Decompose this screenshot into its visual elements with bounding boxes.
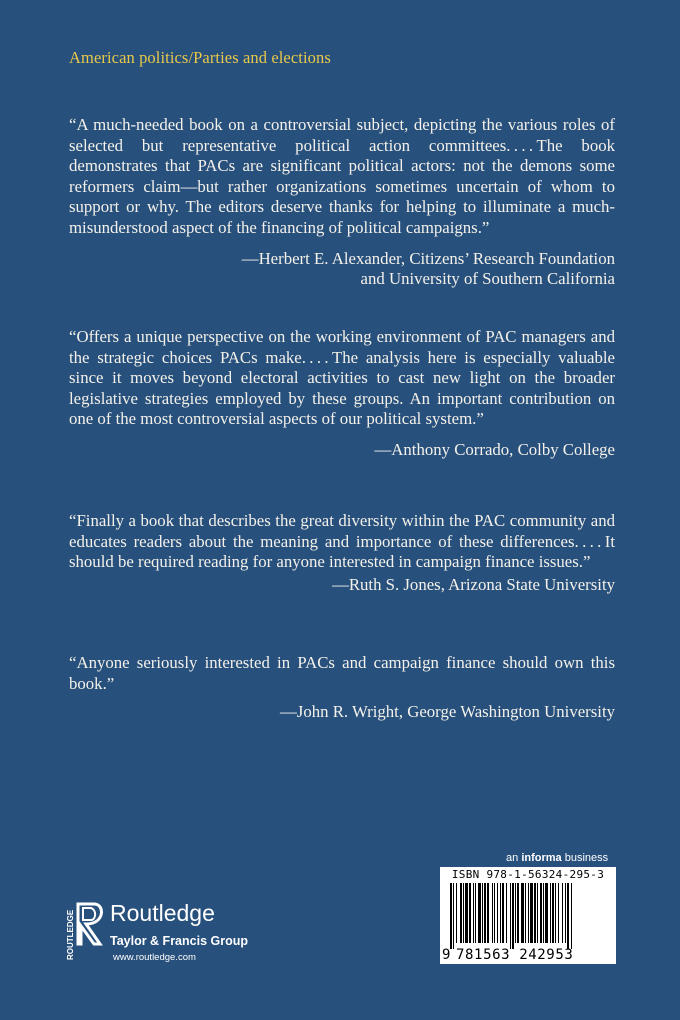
- isbn-barcode: [440, 867, 616, 964]
- barcode-bar: [456, 883, 457, 943]
- informa-suffix: business: [564, 852, 609, 864]
- informa-prefix: an: [506, 852, 519, 864]
- barcode-bar: [571, 883, 572, 949]
- blurb-attribution: —John R. Wright, George Washington University: [280, 702, 615, 722]
- informa-business-line: [506, 852, 608, 864]
- barcode-bar: [492, 883, 493, 943]
- blurb-corrado: [69, 327, 615, 461]
- blurb-quote: “Anyone seriously interested in PACs and campaign finance should own this book.”: [69, 653, 615, 693]
- barcode-bar: [525, 883, 526, 943]
- routledge-logo: [64, 900, 284, 968]
- routledge-logo-icon: [64, 900, 106, 962]
- ean-main-digits: 781563 242953: [456, 947, 574, 963]
- barcode-bar: [497, 883, 498, 943]
- barcode-bar: [565, 883, 566, 943]
- barcode-bar: [528, 883, 529, 943]
- informa-brand: informa: [521, 852, 562, 864]
- attribution-line: —Herbert E. Alexander, Citizens’ Research Foundation: [241, 248, 615, 268]
- barcode-bar: [515, 883, 516, 943]
- barcode-bar: [550, 883, 551, 943]
- barcode-bar: [494, 883, 495, 943]
- publisher-name: Routledge: [110, 900, 215, 926]
- barcode-bar: [543, 883, 544, 943]
- barcode-bar: [555, 883, 556, 943]
- barcode-bar: [465, 883, 468, 943]
- routledge-vertical-mark: ROUTLEDGE: [66, 909, 75, 960]
- blurb-attribution: [69, 249, 615, 290]
- blurb-wright: [69, 653, 615, 723]
- barcode-bar: [521, 883, 524, 943]
- barcode-bar: [473, 883, 474, 943]
- blurb-attribution: —Ruth S. Jones, Arizona State University: [332, 574, 615, 594]
- category-label: American politics/Parties and elections: [69, 48, 331, 67]
- barcode-bar: [510, 883, 511, 949]
- blurb-jones: [69, 511, 615, 595]
- barcode-bars: [448, 883, 608, 949]
- attribution-line: and University of Southern California: [360, 269, 615, 289]
- barcode-bar: [562, 883, 563, 943]
- barcode-bar: [500, 883, 501, 943]
- isbn-number: ISBN 978-1-56324-295-3: [451, 868, 605, 881]
- publisher-url: www.routledge.com: [113, 952, 196, 963]
- barcode-bar: [512, 883, 514, 949]
- blurb-attribution: —Anthony Corrado, Colby College: [374, 439, 615, 459]
- ean-lead-digit: 9: [442, 947, 451, 963]
- barcode-bar: [450, 883, 452, 949]
- barcode-bar: [534, 883, 536, 943]
- barcode-bar: [567, 883, 569, 949]
- barcode-bar: [475, 883, 476, 943]
- barcode-bar: [537, 883, 538, 943]
- barcode-bar: [552, 883, 554, 943]
- publisher-group: Taylor & Francis Group: [110, 934, 248, 948]
- barcode-bar: [545, 883, 548, 943]
- barcode-bar: [506, 883, 507, 943]
- barcode-bar: [478, 883, 481, 943]
- barcode-bar: [502, 883, 504, 943]
- barcode-bar: [460, 883, 462, 943]
- barcode-bar: [484, 883, 486, 943]
- blurb-quote: “Offers a unique perspective on the working environment of PAC managers and the strategic choices PACs make. . . . The analysis here is especially valuable since it moves beyond electoral activities to cast new light on the broader legislative strategies employed by these groups. An important contribution on one of the most controversial aspects of our political system.”: [69, 327, 615, 429]
- blurb-quote: “A much-needed book on a controversial subject, depicting the various roles of selected but representative political action committees. . . . The book demonstrates that PACs are significant political actors: not the demons some reformers claim—but rather organizations sometimes uncertain of whom to support or why. The editors deserve thanks for helping to illuminate a much-misunderstood aspect of the financing of political campaigns.”: [69, 115, 615, 237]
- barcode-bar: [558, 883, 559, 943]
- blurb-alexander: [69, 115, 615, 290]
- barcode-bar: [530, 883, 533, 943]
- barcode-bar: [453, 883, 454, 949]
- barcode-bar: [469, 883, 471, 943]
- barcode-bar: [463, 883, 464, 943]
- barcode-bar: [517, 883, 519, 943]
- barcode-bar: [487, 883, 489, 943]
- barcode-bar: [482, 883, 483, 943]
- barcode-bar: [540, 883, 542, 943]
- blurb-quote: “Finally a book that describes the great diversity within the PAC community and educates readers about the meaning and importance of these differences. . . . It should be required reading for anyone interested in campaign finance issues.”: [69, 511, 615, 572]
